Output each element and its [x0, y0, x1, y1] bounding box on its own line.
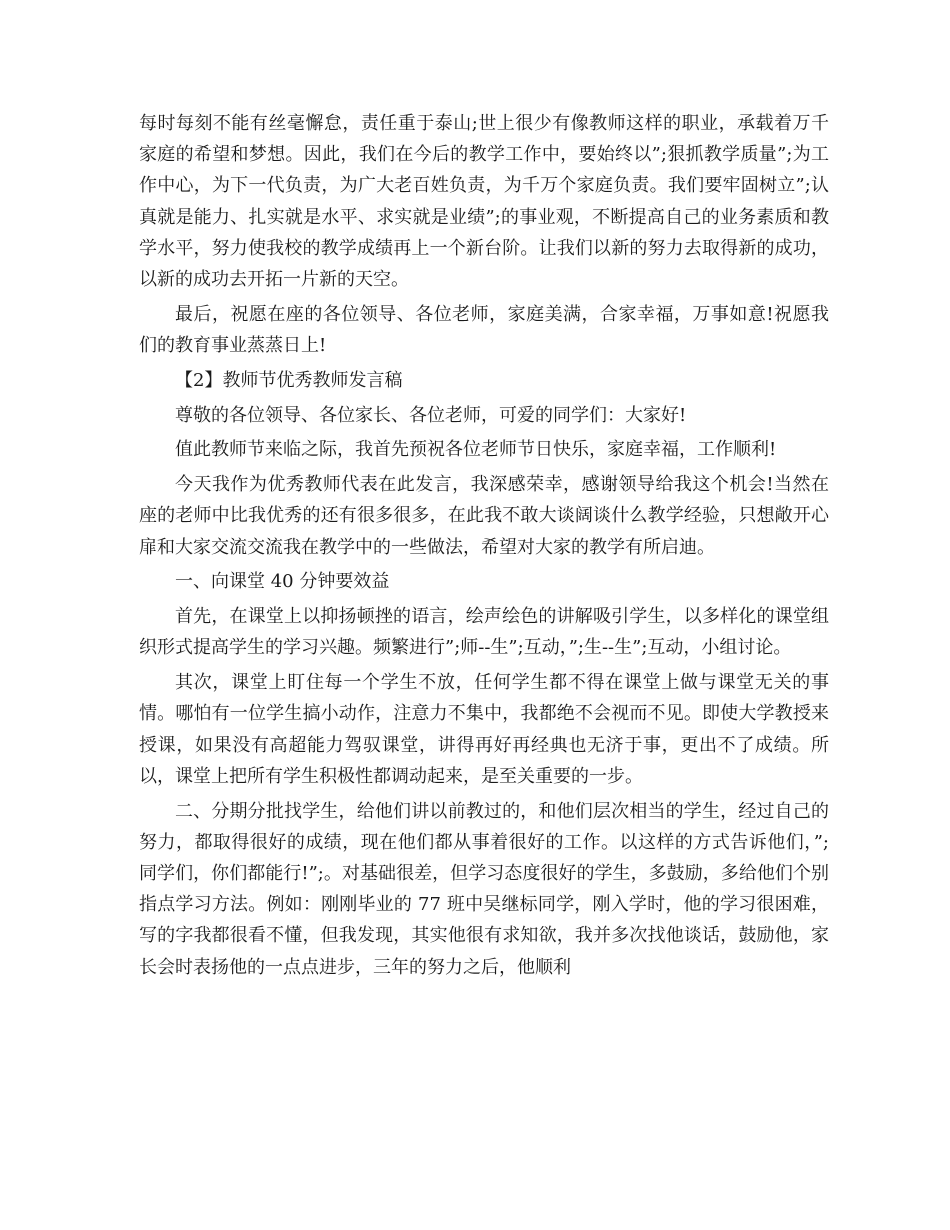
paragraph-closing-wishes: 最后，祝愿在座的各位领导、各位老师，家庭美满，合家幸福，万事如意!祝愿我们的教育事业蒸蒸日上! — [139, 303, 829, 357]
paragraph-second-point: 其次，课堂上盯住每一个学生不放，任何学生都不得在课堂上做与课堂无关的事情。哪怕有一位学生搞小动作，注意力不集中，我都绝不会视而不见。即使大学教授来授课，如果没有高超能力驾驭课堂，讲得再好再经典也无济于事，更出不了成绩。所以，课堂上把所有学生积极性都调动起来，是至关重要的一步。 — [139, 672, 829, 787]
document-body — [139, 108, 829, 983]
paragraph-greeting: 值此教师节来临之际，我首先预祝各位老师节日快乐，家庭幸福，工作顺利! — [175, 439, 777, 461]
section-heading-speech-2: 【2】教师节优秀教师发言稿 — [175, 369, 403, 391]
paragraph-continuation: 每时每刻不能有丝毫懈怠，责任重于泰山;世上很少有像教师这样的职业，承载着万千家庭的希望和梦想。因此，我们在今后的教学工作中，要始终以”;狠抓教学质量”;为工作中心，为下一代负责，为广大老百姓负责，为千万个家庭负责。我们要牢固树立”;认真就是能力、扎实就是水平、求实就是业绩”;的事业观，不断提高自己的业务素质和教学水平，努力使我校的教学成绩再上一个新台阶。让我们以新的努力去取得新的成功，以新的成功去开拓一片新的天空。 — [139, 113, 829, 291]
paragraph-salutation: 尊敬的各位领导、各位家长、各位老师，可爱的同学们：大家好! — [175, 404, 687, 426]
paragraph-student-talks: 二、分期分批找学生，给他们讲以前教过的，和他们层次相当的学生，经过自己的努力，都取得很好的成绩，现在他们都从事着很好的工作。以这样的方式告诉他们，”;同学们，你们都能行!”;。对基础很差，但学习态度很好的学生，多鼓励，多给他们个别指点学习方法。例如：刚刚毕业的 77 班中吴继标同学，刚入学时，他的学习很困难，写的字我都很看不懂，但我发现，其实他很有求知欲，我并多次找他谈话，鼓励他，家长会时表扬他的一点点进步，三年的努力之后，他顺利 — [139, 800, 829, 978]
subheading-classroom-efficiency: 一、向课堂 40 分钟要效益 — [175, 571, 390, 593]
paragraph-first-point: 首先，在课堂上以抑扬顿挫的语言，绘声绘色的讲解吸引学生，以多样化的课堂组织形式提高学生的学习兴趣。频繁进行”;师--生”;互动，”;生--生”;互动，小组讨论。 — [139, 606, 829, 659]
paragraph-introduction: 今天我作为优秀教师代表在此发言，我深感荣幸，感谢领导给我这个机会!当然在座的老师中比我优秀的还有很多很多，在此我不敢大谈阔谈什么教学经验，只想敞开心扉和大家交流交流我在教学中的一些做法，希望对大家的教学有所启迪。 — [139, 474, 829, 558]
